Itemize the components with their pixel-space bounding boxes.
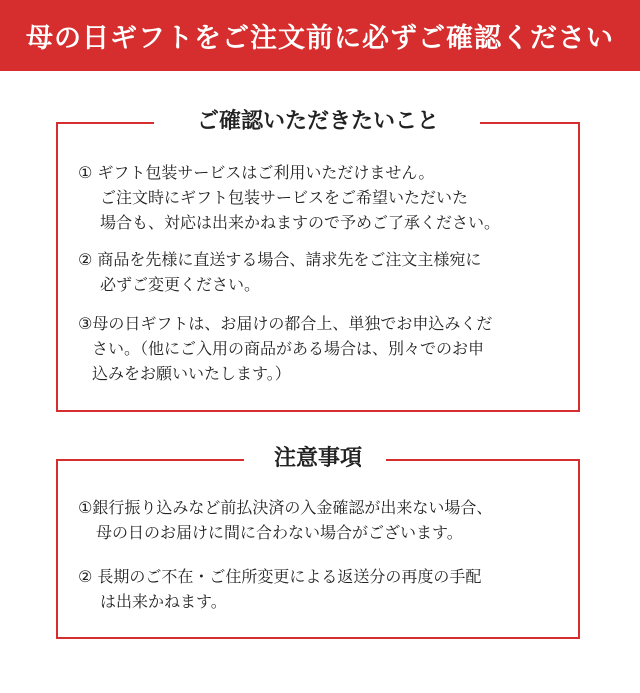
confirm-item-1-line-1: ① ギフト包装サービスはご利用いただけません。 [78, 163, 435, 182]
banner-text: 母の日ギフトをご注文前に必ずご確認ください [26, 23, 614, 54]
confirm-item-3-line-3: 込みをお願いいたします。） [92, 364, 291, 383]
confirm-item-1-line-2: ご注文時にギフト包装サービスをご希望いただいた [100, 188, 469, 207]
notes-item-1 [78, 495, 564, 545]
confirm-box [56, 109, 580, 412]
confirm-item-1-line-3: 場合も、対応は出来かねますので予めご了承ください。 [100, 213, 501, 232]
confirm-title: ご確認いただきたいこと [58, 105, 578, 139]
notes-item-2-line-2: は出来かねます。 [100, 592, 227, 611]
confirm-item-3-line-2: さい。（他にご入用の商品がある場合は、別々でのお申 [92, 339, 485, 358]
confirm-item-3-line-1: ③母の日ギフトは、お届けの都合上、単独でお申込みくだ [78, 314, 493, 333]
confirm-item-1 [78, 160, 564, 235]
confirm-item-2 [78, 247, 564, 297]
notes-box [56, 446, 580, 639]
notes-item-1-line-2: 母の日のお届けに間に合わない場合がございます。 [96, 523, 463, 542]
confirm-item-2-line-1: ② 商品を先様に直送する場合、請求先をご注文主様宛に [78, 250, 482, 269]
notes-item-2-line-1: ② 長期のご不在・ご住所変更による返送分の再度の手配 [78, 567, 482, 586]
confirm-item-3 [78, 311, 564, 386]
header-banner [0, 0, 640, 71]
notes-item-1-line-1: ①銀行振り込みなど前払決済の入金確認が出来ない場合、 [78, 498, 493, 517]
notes-item-2 [78, 564, 564, 614]
notes-title: 注意事項 [58, 442, 578, 476]
confirm-item-2-line-2: 必ずご変更ください。 [100, 275, 261, 294]
